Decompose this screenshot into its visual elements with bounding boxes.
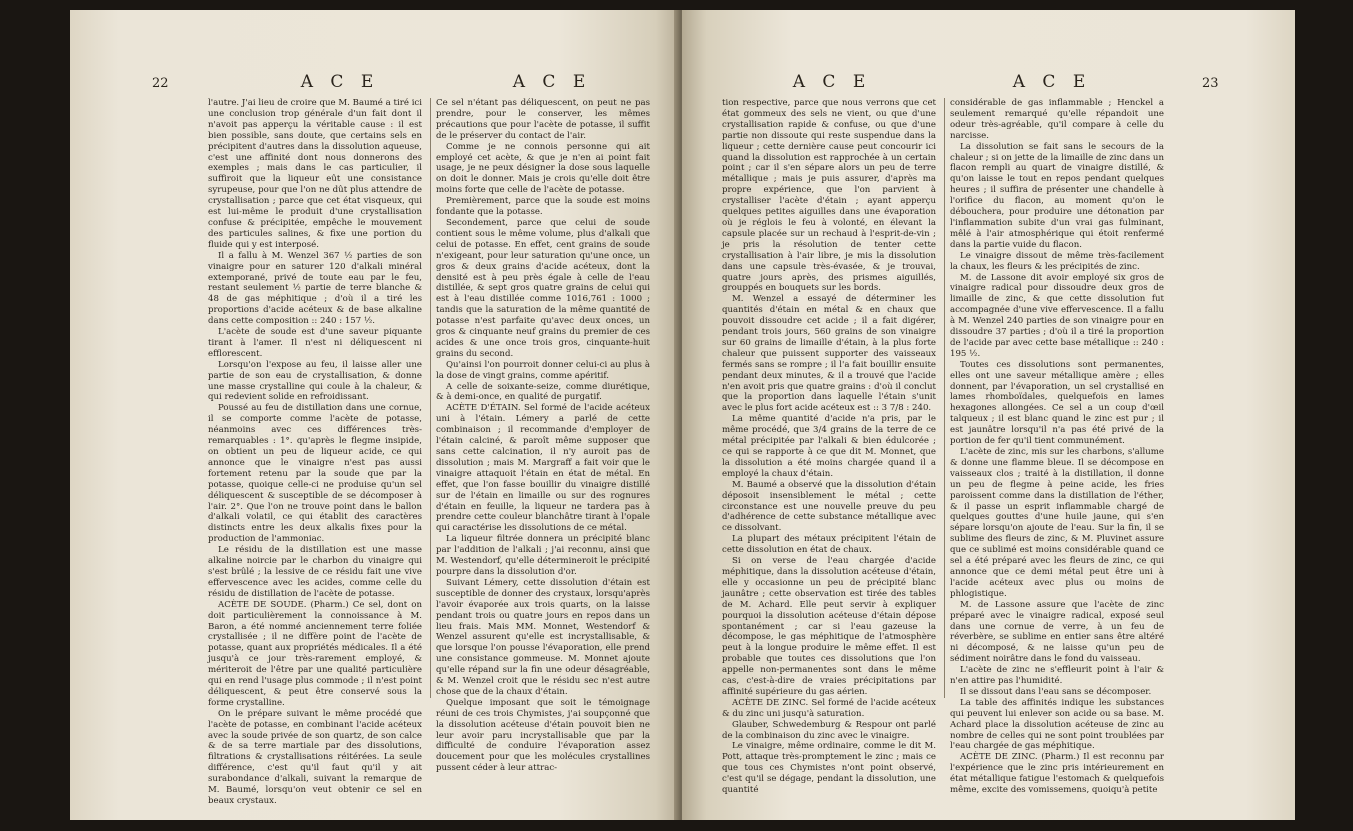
paragraph: M. Wenzel a essayé de déterminer les quantités d'étain en métal & en chaux que pouvoit dissoudre cet acide ; il a fait digérer, pendant trois jours, 560 grains de son vinaigre sur 60 grains de limaille d'étain, à la plus forte chaleur que puissent supporter des vaisseaux fermés sans se rompre ; il l'a fait bouillir ensuite pendant deux minutes, & il a trouvé que l'acide n'en avoit pris que quatre grains : d'où il conclut que la proportion dans laquelle l'étain s'unit avec le plus fort acide acéteux est :: 3 7/8 : 240. [722, 294, 936, 414]
paragraph: considérable de gas inflammable ; Henckel a seulement remarqué qu'elle répandoit une odeur très-agréable, qu'il compare à celle du narcisse. [950, 98, 1164, 141]
right-page [682, 10, 1295, 820]
column-rule [944, 98, 945, 698]
page-number-left: 22 [152, 76, 169, 91]
paragraph: Poussé au feu de distillation dans une cornue, il se comporte comme l'acète de potasse, néanmoins avec ces différences très-remarquables : 1°. qu'après le flegme insipide, on obtient un peu de liqueur acide, ce qui annonce que le vinaigre n'est pas aussi fortement retenu par la soude que par la potasse, quoique celle-ci ne produise qu'un sel déliquescent & susceptible de se décomposer à l'air. 2°. Que l'on ne trouve point dans le ballon d'alkali volatil, ce qui établit des caractères distincts entre les deux alkalis fixes pour la production de l'ammoniac. [208, 403, 422, 545]
left-page-column-2 [436, 98, 650, 774]
paragraph: Suivant Lémery, cette dissolution d'étain est susceptible de donner des crystaux, lorsqu'après l'avoir évaporée aux trois quarts, on la laisse pendant trois ou quatre jours en repos dans un lieu frais. Mais MM. Monnet, Westendorf & Wenzel assurent qu'elle est incrystallisable, & que lorsque l'on pousse l'évaporation, elle prend une consistance gommeuse. M. Monnet ajoute qu'elle répand sur la fin une odeur désagréable, & M. Wenzel croit que le résidu sec n'est autre chose que de la chaux d'étain. [436, 577, 650, 697]
paragraph: Secondement, parce que celui de soude contient sous le même volume, plus d'alkali que celui de potasse. En effet, cent grains de soude n'exigeant, pour leur saturation qu'une once, un gros & deux grains d'acide acéteux, dont la densité est à peu près égale à celle de l'eau distillée, & sept gros quatre grains de celui qui est à l'eau distillée comme 1016,761 : 1000 ; tandis que la saturation de la même quantité de potasse n'est parfaite qu'avec deux onces, un gros & cinquante neuf grains du premier de ces acides & une once trois gros, cinquante-huit grains du second. [436, 217, 650, 359]
paragraph: Le vinaigre, même ordinaire, comme le dit M. Pott, attaque très-promptement le zinc ; mais ce que tous ces Chymistes n'ont point observé, c'est qu'il se dégage, pendant la dissolution, une quantité [722, 741, 936, 796]
running-header-right-1: A C E [792, 72, 872, 92]
book-spread [70, 10, 1295, 820]
paragraph: Glauber, Schwedemburg & Respour ont parlé de la combinaison du zinc avec le vinaigre. [722, 719, 936, 741]
column-rule [430, 98, 431, 698]
paragraph: La table des affinités indique les substances qui peuvent lui enlever son acide ou sa base. M. Achard place la dissolution acéteuse de zinc au nombre de celles qui ne sont point troublées par l'eau chargée de gas méphitique. [950, 697, 1164, 752]
paragraph: La plupart des métaux précipitent l'étain de cette dissolution en état de chaux. [722, 534, 936, 556]
running-header-right-2: A C E [1012, 72, 1092, 92]
paragraph: Premièrement, parce que la soude est moins fondante que la potasse. [436, 196, 650, 218]
right-page-column-2 [950, 98, 1164, 796]
running-header-left-1: A C E [300, 72, 380, 92]
paragraph: L'acète de zinc, mis sur les charbons, s'allume & donne une flamme bleue. Il se décompose en vaisseaux clos ; traité à la distillation, il donne un peu de flegme à peine acide, les fries paroissent comme dans la distillation de l'éther, & il passe un esprit inflammable chargé de quelques gouttes d'une huile jaune, qui s'en sépare lorsqu'on ajoute de l'eau. Sur la fin, il se sublime des fleurs de zinc, & M. Pluvinet assure que ce sublimé est moins considérable quand ce sel a été préparé avec les fleurs de zinc, ce qui annonce que ce demi métal peut être uni à l'acide acéteux avec plus ou moins de phlogistique. [950, 447, 1164, 599]
paragraph: tion respective, parce que nous verrons que cet état gommeux des sels ne vient, ou que d'une crystallisation rapide & confuse, ou que d'une partie non dissoute qui reste suspendue dans la liqueur ; cette dernière cause peut concourir ici quand la dissolution est rapprochée à un certain point ; car il s'en sépare alors un peu de terre métallique ; mais je puis assurer, d'après ma propre expérience, que l'on parvient à crystalliser l'acète d'étain ; ayant apperçu quelques petites aiguilles dans une évaporation où je réglois le feu à volonté, en élevant la capsule placée sur un rechaud à l'esprit-de-vin ; je pris la résolution de tenter cette crystallisation à l'air libre, je mis la dissolution dans une capsule très-évasée, & je trouvai, quatre jours après, des prismes aiguillés, grouppés en bouquets sur les bords. [722, 98, 936, 294]
paragraph: l'autre. J'ai lieu de croire que M. Baumé a tiré ici une conclusion trop générale d'un fait dont il n'avoit pas apperçu la véritable cause : il est bien possible, sans doute, que certains sels en précipitent d'autres dans la dissolution aqueuse, c'est une affinité dont nous donnerons des exemples ; mais dans le cas particulier, il suffiroit que la liqueur eût une consistance syrupeuse, pour que l'on ne dût plus attendre de crystallisation ; parce que cet état visqueux, qui est lui-même le produit d'une crystallisation confuse & précipitée, empêche le mouvement des particules salines, & fixe une portion du fluide qui y est interposé. [208, 98, 422, 250]
running-header-left-2: A C E [512, 72, 592, 92]
paragraph: ACÈTE DE SOUDE. (Pharm.) Ce sel, dont on doit particulièrement la connoissance à M. Baron, a été nommé anciennement terre foliée crystallisée ; il ne diffère point de l'acète de potasse, quant aux propriétés médicales. Il a été jusqu'à ce jour très-rarement employé, & mériteroit de l'être par une qualité particulière qui en rend l'usage plus commode ; il n'est point déliquescent, & peut être conservé sous la forme crystalline. [208, 599, 422, 708]
paragraph: ACÈTE DE ZINC. Sel formé de l'acide acéteux & du zinc uni jusqu'à saturation. [722, 697, 936, 719]
paragraph: Si on verse de l'eau chargée d'acide méphitique, dans la dissolution acéteuse d'étain, elle y occasionne un peu de précipité blanc jaunâtre ; cette observation est tirée des tables de M. Achard. Elle peut servir à expliquer pourquoi la dissolution acéteuse d'étain dépose spontanément ; car si l'eau gazeuse la décompose, le gas méphitique de l'atmosphère peut à la longue produire le même effet. Il est probable que toutes ces dissolutions que l'on appelle non-permanentes sont dans le même cas, c'est-à-dire de vraies précipitations par affinité supérieure du gas aérien. [722, 556, 936, 697]
paragraph: Toutes ces dissolutions sont permanentes, elles ont une saveur métallique amère ; elles donnent, par l'évaporation, un sel crystallisé en lames rhomboïdales, quelquefois en lames hexagones allongées. Ce sel a un coup d'œil talqueux ; il est blanc quand le zinc est pur ; il est jaunâtre lorsqu'il n'a pas été privé de la portion de fer qu'il tient communément. [950, 359, 1164, 447]
paragraph: On le prépare suivant le même procédé que l'acète de potasse, en combinant l'acide acéteux avec la soude privée de son quartz, de son calce & de sa terre martiale par des dissolutions, filtrations & crystallisations réitérées. La seule différence, c'est qu'il faut qu'il y ait surabondance d'alkali, suivant la remarque de M. Baumé, lorsqu'on veut obtenir ce sel en beaux crystaux. [208, 708, 422, 806]
left-page [70, 10, 680, 820]
paragraph: La dissolution se fait sans le secours de la chaleur ; si on jette de la limaille de zinc dans un flacon rempli au quart de vinaigre distillé, & qu'on laisse le tout en repos pendant quelques heures ; il suffira de présenter une chandelle à l'orifice du flacon, au moment qu'on le débouchera, pour produire une détonation par l'inflammation subite d'un vrai gas fulminant, mêlé à l'air atmosphérique qui étoit renfermé dans la partie vuide du flacon. [950, 141, 1164, 250]
paragraph: ACÈTE DE ZINC. (Pharm.) Il est reconnu par l'expérience que le zinc pris intérieurement en état métallique fatigue l'estomach & quelquefois même, excite des vomissemens, quoiqu'à petite [950, 752, 1164, 796]
paragraph: Le vinaigre dissout de même très-facilement la chaux, les fleurs & les précipités de zinc. [950, 250, 1164, 272]
paragraph: M. de Lassone dit avoir employé six gros de vinaigre radical pour dissoudre deux gros de limaille de zinc, & que cette dissolution fut accompagnée d'une vive effervescence. Il a fallu à M. Wenzel 240 parties de son vinaigre pour en dissoudre 37 parties ; d'où il a tiré la proportion de l'acide par avec cette base métallique :: 240 : 195 ½. [950, 272, 1164, 359]
paragraph: La même quantité d'acide n'a pris, par le même procédé, que 3/4 grains de la terre de ce métal précipitée par l'alkali & bien édulcorée ; ce qui se rapporte à ce que dit M. Monnet, que la dissolution a été moins chargée quand il a employé la chaux d'étain. [722, 414, 936, 479]
paragraph: Ce sel n'étant pas déliquescent, on peut ne pas prendre, pour le conserver, les mêmes précautions que pour l'acète de potasse, il suffit de le préserver du contact de l'air. [436, 98, 650, 141]
paragraph: Comme je ne connois personne qui ait employé cet acète, & que je n'en ai point fait usage, je ne peux désigner la dose sous laquelle on doit le donner. Mais je crois qu'elle doit être moins forte que celle de l'acète de potasse. [436, 141, 650, 196]
paragraph: Le résidu de la distillation est une masse alkaline noircie par le charbon du vinaigre qui s'est brûlé ; la lessive de ce résidu fait une vive effervescence avec les acides, comme celle du résidu de distillation de l'acète de potasse. [208, 545, 422, 599]
paragraph: Qu'ainsi l'on pourroit donner celui-ci au plus à la dose de vingt grains, comme apéritif. [436, 359, 650, 381]
paragraph: Quelque imposant que soit le témoignage réuni de ces trois Chymistes, j'ai soupçonné que la dissolution acéteuse d'étain pouvoit bien ne leur avoir paru incrystallisable que par la difficulté de conduire l'évaporation assez doucement pour que les molécules crystallines pussent céder à leur attrac- [436, 697, 650, 774]
paragraph: M. de Lassone assure que l'acète de zinc préparé avec le vinaigre radical, exposé seul dans une cornue de verre, à un feu de réverbère, se sublime en entier sans être altéré ni décomposé, & ne laisse qu'un peu de sédiment noirâtre dans le fond du vaisseau. [950, 599, 1164, 665]
paragraph: L'acète de zinc ne s'effleurit point à l'air & n'en attire pas l'humidité. [950, 665, 1164, 687]
paragraph: La liqueur filtrée donnera un précipité blanc par l'addition de l'alkali ; j'ai reconnu, ainsi que M. Westendorf, qu'elle détermineroit le précipité pourpre dans la dissolution d'or. [436, 534, 650, 577]
paragraph: Lorsqu'on l'expose au feu, il laisse aller une partie de son eau de crystallisation, & donne une masse crystalline qui coule à la chaleur, & qui redevient solide en refroidissant. [208, 359, 422, 403]
paragraph: A celle de soixante-seize, comme diurétique, & à demi-once, en qualité de purgatif. [436, 381, 650, 403]
paragraph: Il a fallu à M. Wenzel 367 ½ parties de son vinaigre pour en saturer 120 d'alkali minéral extemporané, privé de toute eau par le feu, restant seulement ½ partie de terre blanche & 48 de gas méphitique ; d'où il a tiré les proportions d'acide acéteux & de base alkaline dans cette composition :: 240 : 157 ½. [208, 250, 422, 327]
right-page-column-1 [722, 98, 936, 796]
paragraph: L'acète de soude est d'une saveur piquante tirant à l'amer. Il n'est ni déliquescent ni efflorescent. [208, 327, 422, 359]
paragraph: ACÈTE D'ÉTAIN. Sel formé de l'acide acéteux uni à l'étain. Lémery a parlé de cette combinaison ; il recommande d'employer de l'étain calciné, & paroît même supposer que sans cette calcination, il n'y auroit pas de dissolution ; mais M. Margraff a fait voir que le vinaigre attaquoit l'étain en état de métal. En effet, que l'on fasse bouillir du vinaigre distillé sur de l'étain en limaille ou sur des rognures d'étain en feuille, la liqueur ne tardera pas à prendre cette couleur blanchâtre tirant à l'opale qui caractérise les dissolutions de ce métal. [436, 403, 650, 534]
page-number-right: 23 [1202, 76, 1219, 91]
paragraph: Il se dissout dans l'eau sans se décomposer. [960, 686, 1152, 697]
paragraph: M. Baumé a observé que la dissolution d'étain déposoit insensiblement le métal ; cette circonstance est une nouvelle preuve du peu d'adhérence de cette substance métallique avec ce dissolvant. [722, 479, 936, 534]
left-page-column-1 [208, 98, 422, 807]
